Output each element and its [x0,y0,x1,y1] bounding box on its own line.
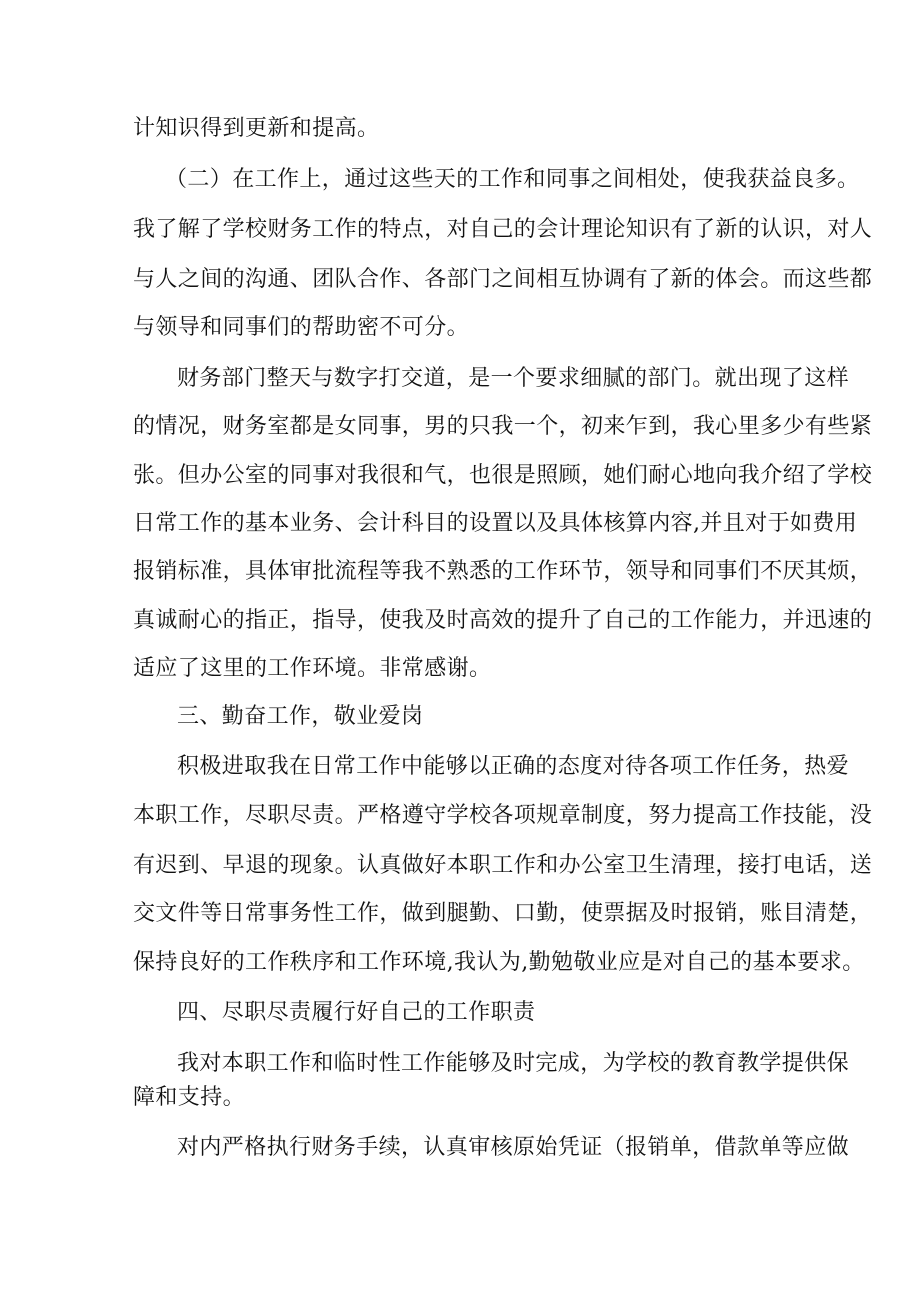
text-line: 与领导和同事们的帮助密不可分。 [133,315,470,340]
section-heading: 四、尽职尽责履行好自己的工作职责 [177,1000,536,1025]
text-line: 计知识得到更新和提高。 [133,116,380,141]
text-line: 我了解了学校财务工作的特点，对自己的会计理论知识有了新的认识，对人 [133,217,873,242]
text-line: 与人之间的沟通、团队合作、各部门之间相互协调有了新的体会。而这些都 [133,267,873,292]
text-line: 适应了这里的工作环境。非常感谢。 [133,656,492,681]
text-line: （二）在工作上，通过这些天的工作和同事之间相处，使我获益良多。 [165,167,860,192]
text-line: 保持良好的工作秩序和工作环境,我认为,勤勉敬业应是对自己的基本要求。 [133,950,865,975]
text-line: 真诚耐心的指正，指导，使我及时高效的提升了自己的工作能力，并迅速的 [133,608,873,633]
text-line: 有迟到、早退的现象。认真做好本职工作和办公室卫生清理，接打电话，送 [133,853,873,878]
text-line: 本职工作，尽职尽责。严格遵守学校各项规章制度，努力提高工作技能，没 [133,803,873,828]
text-line: 对内严格执行财务手续，认真审核原始凭证（报销单，借款单等应做 [177,1135,850,1160]
text-line: 张。但办公室的同事对我很和气，也很是照顾，她们耐心地向我介绍了学校 [133,463,873,488]
text-line: 障和支持。 [133,1085,246,1110]
text-line: 财务部门整天与数字打交道，是一个要求细腻的部门。就出现了这样 [177,366,850,391]
text-line: 我对本职工作和临时性工作能够及时完成，为学校的教育教学提供保 [177,1051,850,1076]
text-line: 交文件等日常事务性工作，做到腿勤、口勤，使票据及时报销，账目清楚， [133,901,873,926]
section-heading: 三、勤奋工作，敬业爱岗 [177,704,424,729]
text-line: 的情况，财务室都是女同事，男的只我一个，初来乍到，我心里多少有些紧 [133,414,873,439]
text-line: 报销标准，具体审批流程等我不熟悉的工作环节，领导和同事们不厌其烦， [133,559,873,584]
text-line: 积极进取我在日常工作中能够以正确的态度对待各项工作任务，热爱 [177,754,850,779]
text-line: 日常工作的基本业务、会计科目的设置以及具体核算内容,并且对于如费用 [133,511,858,536]
